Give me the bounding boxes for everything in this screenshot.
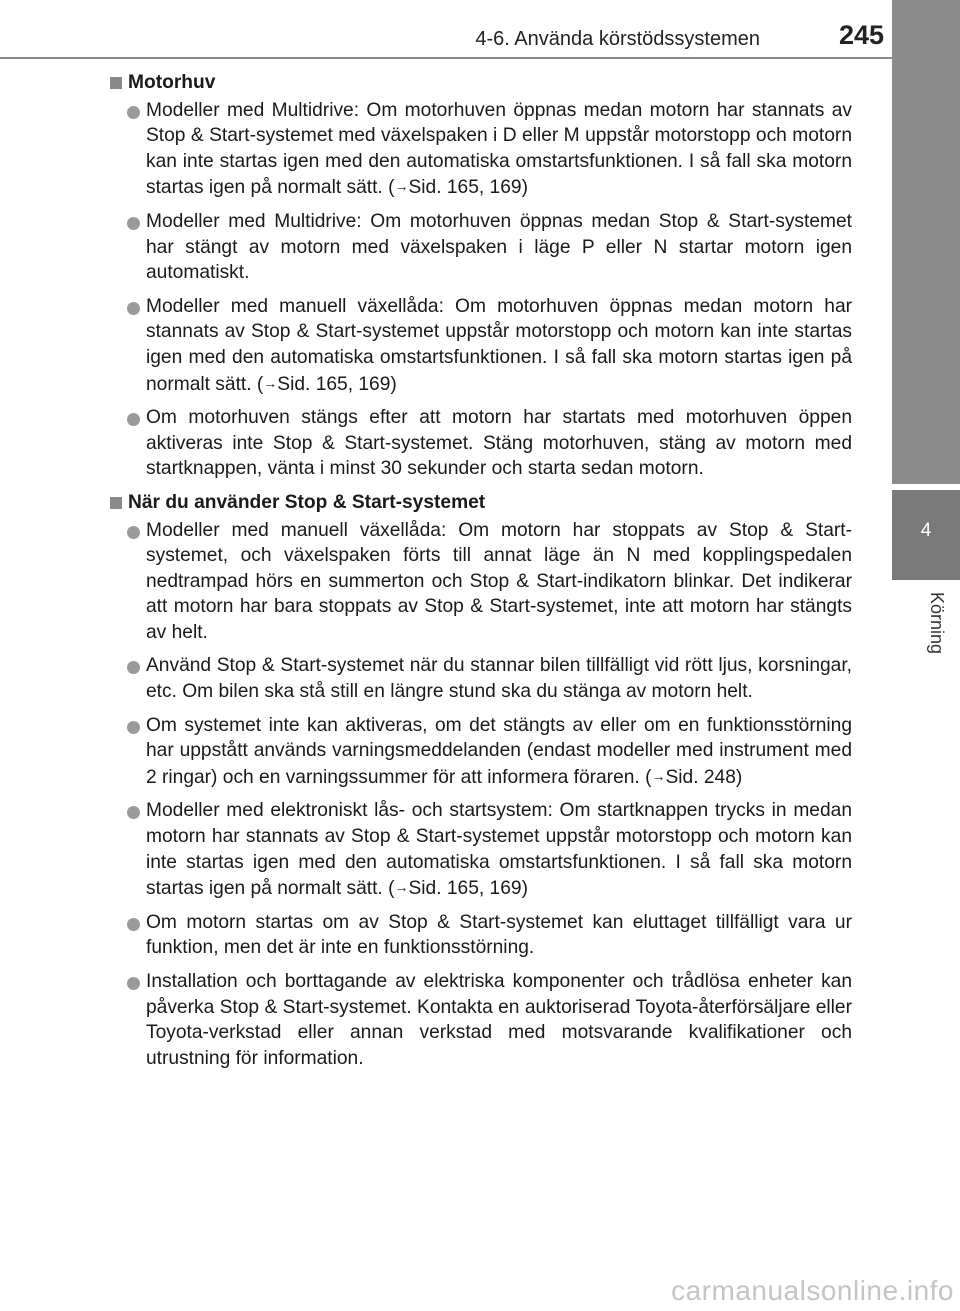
list-item: Om motorhuven stängs efter att motorn har startats med motorhuven öppen aktiveras inte Stop & Start-systemet. Stäng motorhuven, stäng av motorn med startknappen, vänta i minst 30 sekunder och starta sedan motorn. — [108, 405, 852, 482]
list-item: Om systemet inte kan aktiveras, om det stängts av eller om en funktionsstörning har uppstått används varningsmeddelanden (endast modeller med instrument med 2 ringar) och en varningssummer för att informera föraren. (→Sid. 248) — [108, 713, 852, 791]
arrow-right-icon: → — [263, 374, 278, 391]
side-tab-bar — [892, 0, 960, 484]
page-number: 245 — [838, 20, 884, 50]
bullet-icon — [127, 526, 140, 539]
page-reference-link[interactable]: Sid. 248 — [665, 766, 736, 788]
bullet-icon — [127, 106, 140, 119]
section-heading: När du använder Stop & Start-systemet — [108, 490, 852, 516]
arrow-right-icon: → — [394, 879, 409, 896]
chapter-side-tab — [892, 0, 960, 1311]
bullet-icon — [127, 721, 140, 734]
list-item: Modeller med Multidrive: Om motorhuven öppnas medan motorn har stannats av Stop & Start-systemet med växelspaken i D eller M uppstår motorstopp och motorn kan inte startas igen med den automatiska omstartsfunktionen. I så fall ska motorn startas igen på normalt sätt. (→Sid. 165, 169) — [108, 98, 852, 201]
bullet-icon — [127, 977, 140, 990]
bullet-icon — [127, 918, 140, 931]
bullet-icon — [127, 806, 140, 819]
bullet-icon — [127, 413, 140, 426]
chapter-name: Körning — [927, 592, 947, 655]
page-reference-link[interactable]: Sid. 165, 169 — [277, 373, 391, 395]
list-item: Installation och borttagande av elektriska komponenter och trådlösa enheter kan påverka Stop & Start-systemet. Kontakta en auktoriserad Toyota-återförsäljare eller Toyota-verkstad eller annan verkstad med motsvarande kvalifikationer och utrustning för information. — [108, 969, 852, 1071]
list-item: Modeller med manuell växellåda: Om motorhuven öppnas medan motorn har stannats av Stop & Start-systemet uppstår motorstopp och motorn kan inte startas igen med den automatiska omstartsfunktionen. I så fall ska motorn startas igen på normalt sätt. (→Sid. 165, 169) — [108, 294, 852, 397]
bullet-icon — [127, 302, 140, 315]
page-header — [0, 0, 890, 60]
bullet-icon — [127, 217, 140, 230]
chapter-number: 4 — [920, 520, 932, 541]
arrow-right-icon: → — [394, 178, 409, 195]
list-item: Modeller med manuell växellåda: Om motorn har stoppats av Stop & Start-systemet, och växelspaken förts till annat läge än N med kopplingspedalen nedtrampad hörs en summerton och Stop & Start-indikatorn blinkar. Det indikerar att motorn har bara stoppats av Stop & Start-systemet, inte att motorn har stängts av helt. — [108, 518, 852, 646]
watermark: carmanualsonline.info — [671, 1275, 954, 1306]
list-item: Modeller med Multidrive: Om motorhuven öppnas medan Stop & Start-systemet har stängt av motorn med växelspaken i läge P eller N startar motorn igen automatiskt. — [108, 209, 852, 286]
page-reference-link[interactable]: Sid. 165, 169 — [408, 177, 522, 199]
list-item: Om motorn startas om av Stop & Start-systemet kan eluttaget tillfälligt vara ur funktion, men det är inte en funktionsstörning. — [108, 910, 852, 961]
header-divider — [0, 57, 892, 59]
page-reference-link[interactable]: Sid. 165, 169 — [408, 878, 522, 900]
arrow-right-icon: → — [651, 767, 666, 784]
section-title: 4-6. Använda körstödssystemen — [475, 28, 760, 50]
list-item: Modeller med elektroniskt lås- och startsystem: Om startknappen trycks in medan motorn har stannats av Stop & Start-systemet uppstår motorstopp och motorn kan inte startas igen med den automatiska omstartsfunktionen. I så fall ska motorn startas igen på normalt sätt. (→Sid. 165, 169) — [108, 798, 852, 901]
bullet-icon — [127, 661, 140, 674]
page-content — [108, 70, 852, 1079]
list-item: Använd Stop & Start-systemet när du stannar bilen tillfälligt vid rött ljus, korsningar, etc. Om bilen ska stå still en längre stund ska du stänga av motorn helt. — [108, 653, 852, 704]
section-heading: Motorhuv — [108, 70, 852, 96]
